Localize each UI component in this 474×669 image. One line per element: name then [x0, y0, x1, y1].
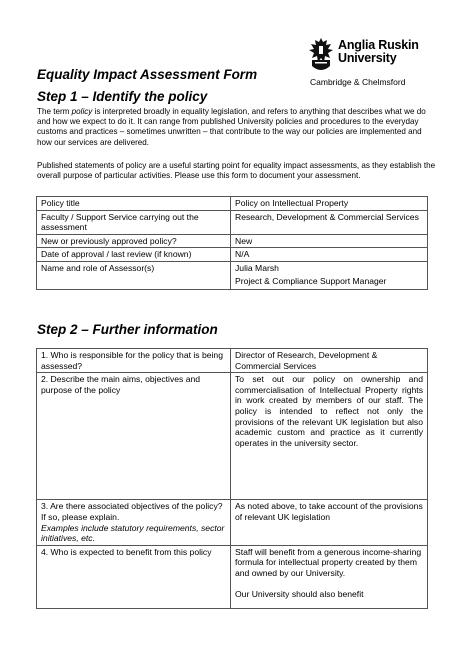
question-cell: 4. Who is expected to benefit from this policy — [37, 545, 231, 608]
question-cell: 1. Who is responsible for the policy that is being assessed? — [37, 349, 231, 373]
further-information-table — [36, 348, 428, 609]
table-row — [37, 248, 428, 262]
form-title: Equality Impact Assessment Form — [37, 67, 258, 82]
answer-cell: Director of Research, Development & Commercial Services — [231, 349, 428, 373]
field-value: Policy on Intellectual Property — [231, 197, 428, 211]
field-value: N/A — [231, 248, 428, 262]
field-label: New or previously approved policy? — [37, 234, 231, 248]
question-cell — [37, 500, 231, 545]
table-row — [37, 349, 428, 373]
table-row — [37, 373, 428, 500]
field-value: New — [231, 234, 428, 248]
step1-guidance-paragraph: Published statements of policy are a useful starting point for equality impact assessments, as they establish the overall purpose of particular activities. Please use this form to document your assessment. — [37, 161, 436, 181]
step1-heading: Step 1 – Identify the policy — [37, 89, 208, 104]
table-row — [37, 545, 428, 608]
step2-heading: Step 2 – Further information — [37, 322, 218, 337]
field-label: Faculty / Support Service carrying out the assessment — [37, 210, 231, 234]
policy-details-table — [36, 196, 428, 290]
assessor-role: Project & Compliance Support Manager — [235, 275, 387, 286]
field-value: Research, Development & Commercial Services — [231, 210, 428, 234]
table-row — [37, 210, 428, 234]
field-label: Policy title — [37, 197, 231, 211]
answer-text: Staff will benefit from a generous income-sharing formula for intellectual property created by them and owned by our University. — [235, 546, 422, 578]
table-row — [37, 261, 428, 289]
step1-intro-paragraph: The term policy is interpreted broadly in equality legislation, and refers to anything that describes what we do and how we expect to do it. It can range from published University policies and procedures to the everyday customs and practices – sometimes unwritten – that contribute to the way our policies are implemented and how our services are delivered. — [37, 107, 426, 147]
field-value — [231, 261, 428, 289]
table-row — [37, 197, 428, 211]
field-label: Name and role of Assessor(s) — [37, 261, 231, 289]
logo-name: Anglia Ruskin University — [338, 38, 419, 65]
question-examples: Examples include statutory requirements, sector initiatives, etc. — [41, 522, 225, 544]
assessor-name: Julia Marsh — [235, 262, 279, 273]
answer-cell — [231, 545, 428, 608]
crest-icon — [306, 36, 336, 74]
answer-cell — [231, 373, 428, 500]
logo-subtitle: Cambridge & Chelmsford — [310, 77, 406, 87]
table-row — [37, 500, 428, 545]
field-label: Date of approval / last review (if known) — [37, 248, 231, 262]
university-logo — [306, 36, 446, 92]
table-row — [37, 234, 428, 248]
question-text: 3. Are there associated objectives of the policy? If so, please explain. — [41, 501, 223, 522]
answer-text: To set out our policy on ownership and commercialisation of Intellectual Property rights in work created by members of our staff. The policy is intended to reflect not only the provisions of the relevant UK legislation but also academic custom and practice as it currently operates in the university sector. — [235, 374, 423, 448]
answer-text-continued: Our University should also benefit — [235, 588, 364, 599]
question-cell: 2. Describe the main aims, objectives and purpose of the policy — [37, 373, 231, 500]
answer-cell: As noted above, to take account of the provisions of relevant UK legislation — [231, 500, 428, 545]
